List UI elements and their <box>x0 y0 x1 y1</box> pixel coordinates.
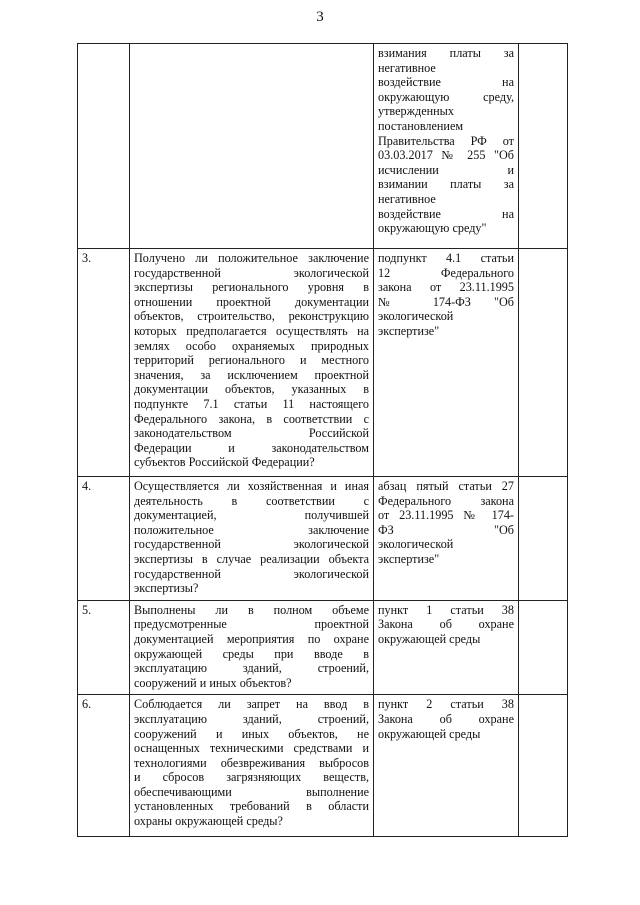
text-line: экспертизы? <box>134 581 199 596</box>
text-line: территорий регионального и местного <box>134 353 369 368</box>
text-line: экспертизе" <box>378 551 440 566</box>
text-line: эксплуатацию зданий, строений, <box>134 711 369 726</box>
text-line: Федерального закона <box>378 493 514 508</box>
text-line: субъектов Российской Федерации? <box>134 455 315 470</box>
answer-cell <box>519 44 568 249</box>
reference-cell <box>374 600 519 695</box>
text-line: № 174-ФЗ "Об <box>378 294 514 309</box>
text-line: значения, за исключением проектной <box>134 367 369 382</box>
question-cell <box>130 600 374 695</box>
text-line: Закона об охране <box>378 711 514 726</box>
text-line: Закона об охране <box>378 617 514 632</box>
text-line: отношении проектной документации <box>134 294 369 309</box>
text-line: Выполнены ли в полном объеме <box>134 602 369 617</box>
table-row-6 <box>78 695 568 837</box>
text-line: подпункте 7.1 статьи 11 настоящего <box>134 396 369 411</box>
text-line: которых предполагается осуществлять на <box>134 323 369 338</box>
text-line: воздействие на <box>378 206 514 221</box>
text-line: подпункт 4.1 статьи <box>378 251 514 265</box>
text-line: негативное <box>378 191 436 206</box>
text-line: установленных требований в области <box>134 799 369 814</box>
text-line: Соблюдается ли запрет на ввод в <box>134 697 369 712</box>
checklist-table <box>77 43 568 837</box>
text-line: исчислении и <box>378 162 514 177</box>
reference-cell <box>374 44 519 249</box>
text-line: государственной экологической <box>134 537 369 552</box>
text-line: 03.03.2017 № 255 "Об <box>378 148 514 163</box>
text-line: окружающей среды <box>378 726 481 741</box>
text-line: экспертизе" <box>378 323 440 338</box>
text-line: 12 Федерального <box>378 265 514 280</box>
table-row-4 <box>78 477 568 601</box>
text-line: утвержденных <box>378 104 454 119</box>
text-line: законодательством Российской <box>134 426 369 441</box>
text-line: Правительства РФ от <box>378 133 514 148</box>
row-number: 6. <box>78 695 130 837</box>
table-row-3 <box>78 249 568 477</box>
question-cell <box>130 477 374 601</box>
text-line: окружающую среду, <box>378 89 514 104</box>
text-line: взимания платы за <box>378 46 514 60</box>
text-line: от 23.11.1995 № 174- <box>378 508 514 523</box>
text-line: ФЗ "Об <box>378 522 514 537</box>
text-line: Осуществляется ли хозяйственная и иная <box>134 479 369 493</box>
text-line: экспертизы регионального уровня в <box>134 280 369 295</box>
text-line: закона от 23.11.1995 <box>378 280 514 295</box>
text-line: сооружений и иных объектов? <box>134 675 292 690</box>
row-number: 3. <box>78 249 130 477</box>
text-line: документации объектов, указанных в <box>134 382 369 397</box>
text-line: окружающую среду" <box>378 221 487 236</box>
text-line: пункт 1 статьи 38 <box>378 602 514 617</box>
text-line: Федерации и законодательством <box>134 440 369 455</box>
text-line: сооружений и иных объектов, не <box>134 726 369 741</box>
text-line: экологической <box>378 537 454 552</box>
text-line: Федерального закона, в соответствии с <box>134 411 369 426</box>
text-line: постановлением <box>378 118 464 133</box>
text-line: и сбросов загрязняющих веществ, <box>134 770 369 785</box>
text-line: взимании платы за <box>378 177 514 192</box>
text-line: экологической <box>378 309 454 324</box>
answer-cell <box>519 600 568 695</box>
text-line: государственной экологической <box>134 265 369 280</box>
text-line: государственной экологической <box>134 566 369 581</box>
table-row-continuation <box>78 44 568 249</box>
text-line: воздействие на <box>378 75 514 90</box>
text-line: обеспечивающими выполнение <box>134 784 369 799</box>
number-cell <box>78 44 130 249</box>
row-number: 5. <box>78 600 130 695</box>
text-line: оснащенных техническими средствами и <box>134 741 369 756</box>
text-line: окружающей среды <box>378 631 481 646</box>
text-line: документацией мероприятия по охране <box>134 631 369 646</box>
text-line: технологиями обезвреживания выбросов <box>134 755 369 770</box>
page-number: 3 <box>316 9 324 25</box>
text-line: объектов, строительство, реконструкцию <box>134 309 369 324</box>
table-row-5 <box>78 600 568 695</box>
text-line: предусмотренные проектной <box>134 617 369 632</box>
question-cell <box>130 44 374 249</box>
answer-cell <box>519 477 568 601</box>
text-line: окружающей среды при вводе в <box>134 646 369 661</box>
answer-cell <box>519 695 568 837</box>
text-line: деятельность в соответствии с <box>134 493 369 508</box>
text-line: охраны окружающей среды? <box>134 814 283 829</box>
answer-cell <box>519 249 568 477</box>
reference-cell <box>374 249 519 477</box>
text-line: землях особо охраняемых природных <box>134 338 369 353</box>
text-line: документацией, получившей <box>134 508 369 523</box>
reference-cell <box>374 695 519 837</box>
text-line: эксплуатацию зданий, строений, <box>134 661 369 676</box>
question-cell <box>130 695 374 837</box>
text-line: пункт 2 статьи 38 <box>378 697 514 712</box>
text-line: абзац пятый статьи 27 <box>378 479 514 493</box>
reference-cell <box>374 477 519 601</box>
text-line: негативное <box>378 60 436 75</box>
text-line: экспертизы в случае реализации объекта <box>134 551 369 566</box>
row-number: 4. <box>78 477 130 601</box>
question-cell <box>130 249 374 477</box>
text-line: положительное заключение <box>134 522 369 537</box>
text-line: Получено ли положительное заключение <box>134 251 369 265</box>
